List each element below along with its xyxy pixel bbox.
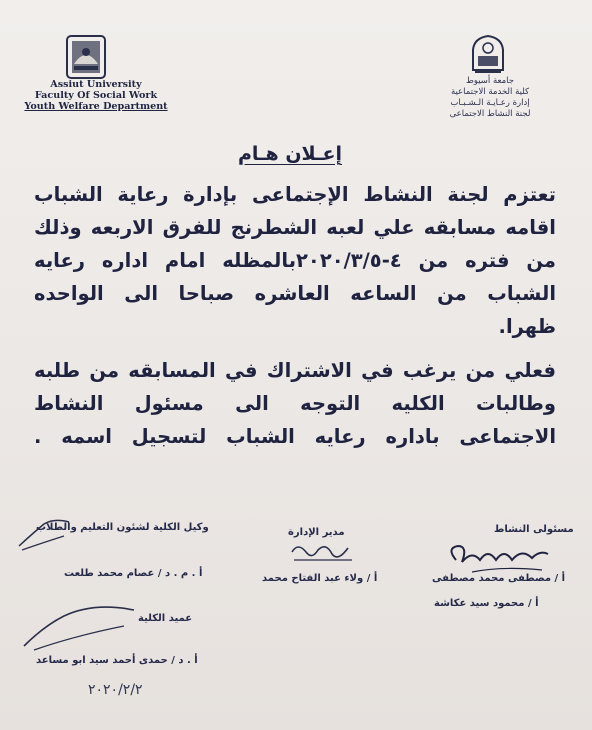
dean-title: عميد الكلية <box>138 613 193 624</box>
ar-committee-name: لجنة النشاط الاجتماعى <box>449 109 531 119</box>
dean-signature-icon <box>14 596 144 656</box>
body-line-7: وطالبات الكليه التوجه الى مسئول النشاط <box>34 392 556 415</box>
announcement-title: إعـلان هـام <box>238 143 342 165</box>
body-line-3: من فتره من ٤-٢٠٢٠/٣/٥بالمظله امام اداره رعايه <box>34 249 557 272</box>
director-title: مدير الإدارة <box>288 527 345 538</box>
activity-officer-name-2: أ / محمود سيد عكاشة <box>434 598 539 609</box>
body-line-2: اقامه مسابقه علي لعبه الشطرنج للفرق الاربعه وذلك <box>34 216 556 239</box>
arabic-header <box>420 76 560 120</box>
university-name: Assiut University <box>50 79 142 90</box>
english-header <box>16 79 176 112</box>
activity-officers-title: مسئولى النشاط <box>494 524 574 535</box>
body-line-8: الاجتماعى باداره رعايه الشباب لتسجيل اسمه . <box>34 425 556 448</box>
faculty-name: Faculty Of Social Work <box>34 90 158 101</box>
vice-dean-signature-icon <box>14 514 74 554</box>
assiut-university-logo-icon <box>64 34 108 80</box>
body-line-6: فعلي من يرغب في الاشتراك في المسابقه من طلبه <box>34 359 556 382</box>
vice-dean-title: وكيل الكلية لشئون التعليم والطلاب <box>36 522 209 533</box>
director-name: أ / ولاء عبد الفتاح محمد <box>262 573 378 584</box>
body-line-5: ظهرا. <box>498 315 556 338</box>
body-line-4: الشباب من الساعه العاشره صباحا الى الواحده <box>34 282 556 305</box>
activity-officer-name-1: أ / مصطفى محمد مصطفى <box>432 573 566 584</box>
faculty-logo-icon <box>470 34 506 74</box>
vice-dean-name: أ . م . د / عصام محمد طلعت <box>64 568 203 579</box>
ar-department-name: إدارة رعـايـة الـشـبـاب <box>450 98 530 108</box>
announcement-body <box>34 178 556 453</box>
director-signature-icon <box>288 538 358 568</box>
ar-faculty-name: كلية الخدمة الاجتماعية <box>450 87 530 97</box>
department-name: Youth Welfare Department <box>24 101 168 112</box>
dean-name: أ . د / حمدى أحمد سيد ابو مساعد <box>36 655 198 666</box>
activity-officer-signature-icon <box>442 540 552 576</box>
body-line-1: تعتزم لجنة النشاط الإجتماعى بإدارة رعاية الشباب <box>34 183 556 206</box>
ar-university-name: جامعة أسيوط <box>465 76 515 86</box>
handwritten-date: ٢٠٢٠/٢/٢ <box>88 682 143 698</box>
